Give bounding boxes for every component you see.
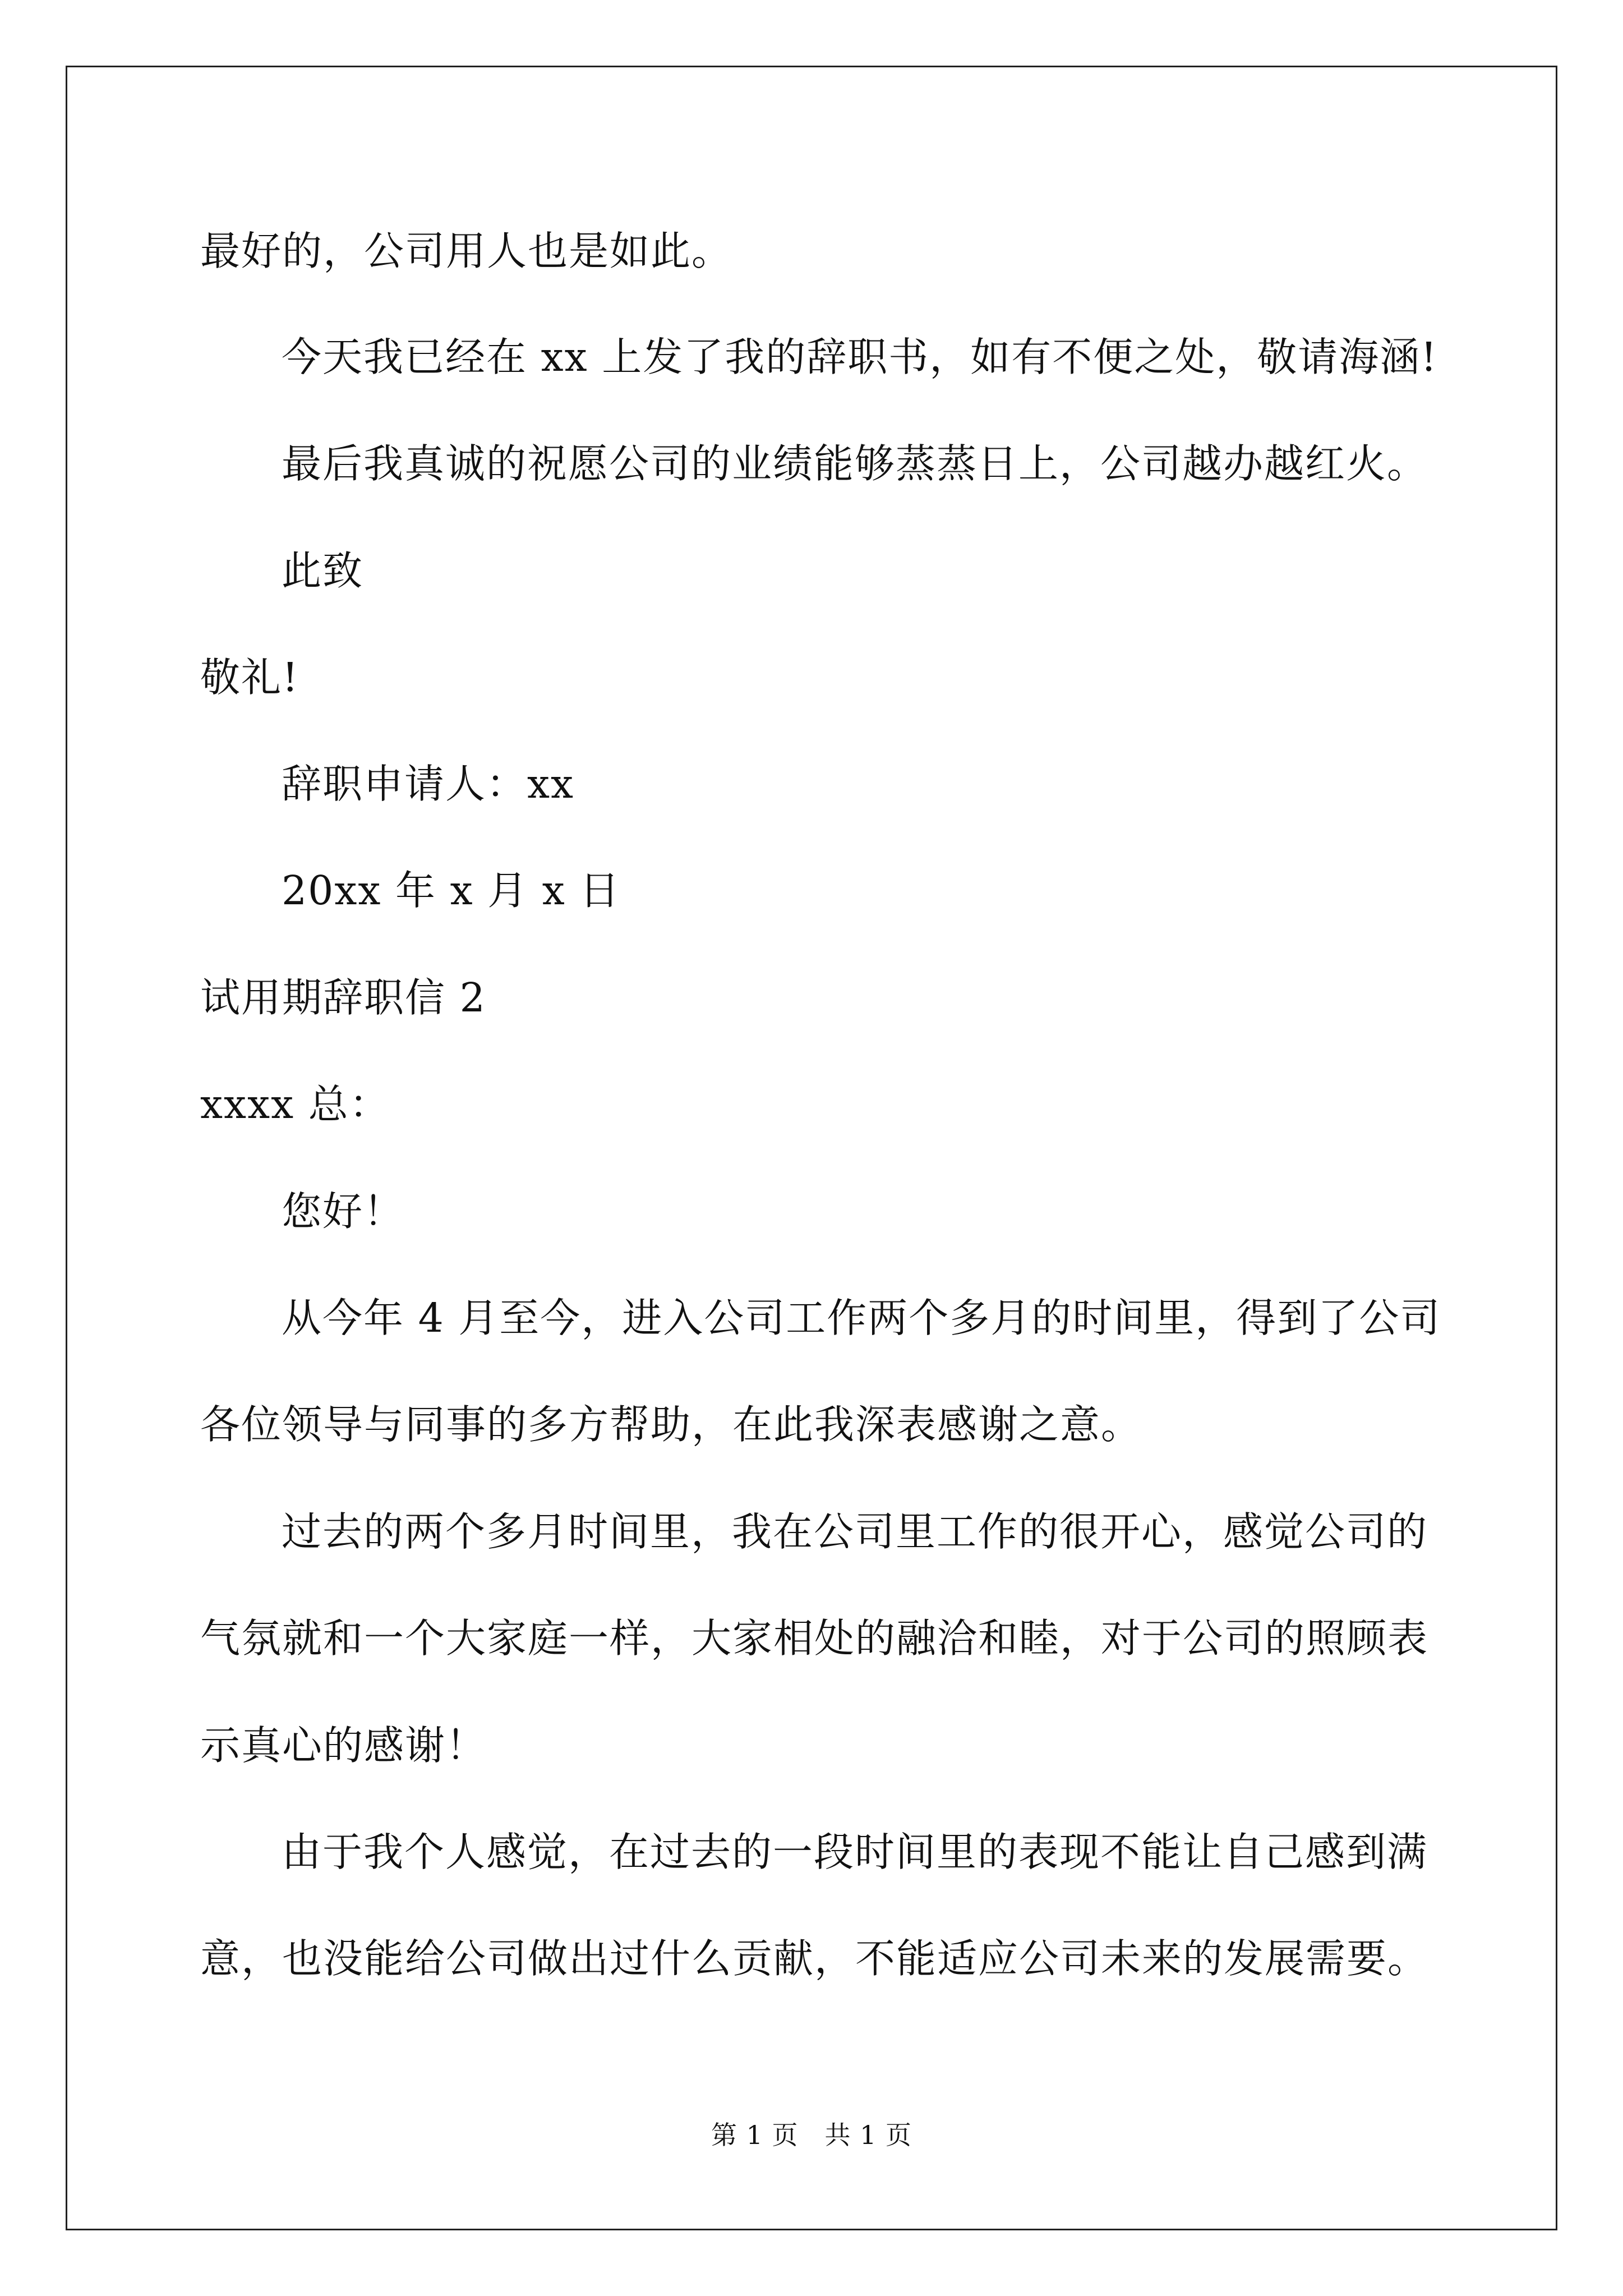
page-border [66,66,1557,2230]
section-title: 试用期辞职信 2 [200,974,486,1021]
page-number-footer: 第 1 页 共 1 页 [711,2120,912,2150]
salutation: xxxx 总： [200,1081,390,1128]
text-line: 今天我已经在 xx 上发了我的辞职书，如有不便之处，敬请海涵! [282,334,1438,380]
signature-line: 辞职申请人：xx [282,761,575,807]
text-line: 气氛就和一个大家庭一样，大家相处的融洽和睦，对于公司的照顾表 [200,1615,1429,1662]
text-line: 示真心的感谢！ [200,1722,487,1769]
text-line: 各位领导与同事的多方帮助，在此我深表感谢之意。 [200,1401,1142,1448]
date-line: 20xx 年 x 月 x 日 [282,867,621,914]
greeting: 您好！ [282,1188,405,1235]
text-line: 敬礼! [200,654,299,701]
text-line: 过去的两个多月时间里，我在公司里工作的很开心，感觉公司的 [282,1508,1428,1555]
text-line: 最好的，公司用人也是如此。 [200,228,733,274]
text-line: 意，也没能给公司做出过什么贡献，不能适应公司未来的发展需要。 [200,1935,1429,1982]
text-line: 从今年 4 月至今，进入公司工作两个多月的时间里，得到了公司 [282,1295,1441,1341]
text-line: 最后我真诚的祝愿公司的业绩能够蒸蒸日上，公司越办越红火。 [282,440,1428,487]
text-line: 由于我个人感觉，在过去的一段时间里的表现不能让自己感到满 [282,1829,1428,1875]
text-line: 此致 [282,547,364,594]
